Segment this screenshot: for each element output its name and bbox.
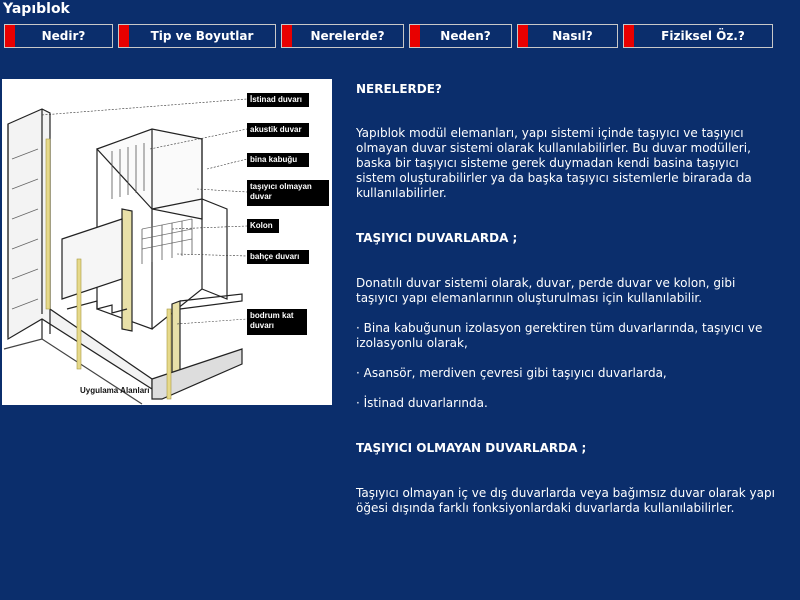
callout-bina-kabugu: bina kabuğu [247,153,309,167]
nav-item-label: Neden? [440,29,491,43]
callout-istinad-duvari: İstinad duvarı [247,93,309,107]
section-heading-tasiyici: TAŞIYICI DUVARLARDA ; [356,231,518,245]
section-text-tasiyici: Donatılı duvar sistemi olarak, duvar, perde duvar ve kolon, gibi taşıyıcı yapı elemanlarının oluşturulması için kullanılabilir. [356,276,736,305]
nav-item-nedir[interactable] [4,24,113,48]
nav-marker [282,25,292,47]
section-text-tasiyici-olmayan: Taşıyıcı olmayan iç ve dış duvarlarda veya bağımsız duvar olarak yapı öğesi dışında farklı fonksiyonlardaki duvarlarda kullanılabilirler. [356,486,775,515]
main-content [356,82,776,516]
callout-kolon: Kolon [247,219,279,233]
figure-caption: Uygulama Alanları [80,386,150,395]
nav-marker [5,25,15,47]
callout-bodrum-kat-duvari: bodrum kat duvarı [247,309,307,335]
callout-akustik-duvar: akustik duvar [247,123,309,137]
nav-item-nerelerde[interactable] [281,24,404,48]
nav-item-label: Nasıl? [552,29,593,43]
nav-marker [518,25,528,47]
nav-marker [624,25,634,47]
nav-item-label: Nedir? [41,29,86,43]
callout-tasiyici-olmayan-duvar: taşıyıcı olmayan duvar [247,180,329,206]
nav-marker [119,25,129,47]
list-item: · Bina kabuğunun izolasyon gerektiren tüm duvarlarında, taşıyıcı ve izolasyonlu olarak, [356,321,763,350]
nav-item-label: Nerelerde? [310,29,385,43]
nav-item-tip-ve-boyutlar[interactable] [118,24,276,48]
nav-marker [410,25,420,47]
page-title: NERELERDE? [356,82,442,96]
list-item: · Asansör, merdiven çevresi gibi taşıyıcı duvarlarda, [356,366,667,380]
nav-item-label: Fiziksel Öz.? [661,29,745,43]
nav-item-label: Tip ve Boyutlar [150,29,254,43]
intro-paragraph: Yapıblok modül elemanları, yapı sistemi içinde taşıyıcı ve taşıyıcı olmayan duvar sistemi olarak kullanılabilirler. Bu duvar modülleri, baska bir taşıyıcı sisteme gerek duymadan kendi basina taşıyıcı sistem oluşturabilirler ya da başka taşıyıcı sistemlerle birarada da kullanılabilirler. [356,126,752,200]
app-title: Yapıblok [3,1,70,17]
list-item: · İstinad duvarlarında. [356,396,488,410]
nav-item-fiziksel-oz[interactable] [623,24,773,48]
callout-bahce-duvari: bahçe duvarı [247,250,309,264]
main-nav [4,24,773,48]
section-heading-tasiyici-olmayan: TAŞIYICI OLMAYAN DUVARLARDA ; [356,441,587,455]
nav-item-neden[interactable] [409,24,512,48]
nav-item-nasil[interactable] [517,24,618,48]
application-areas-illustration [2,79,332,405]
